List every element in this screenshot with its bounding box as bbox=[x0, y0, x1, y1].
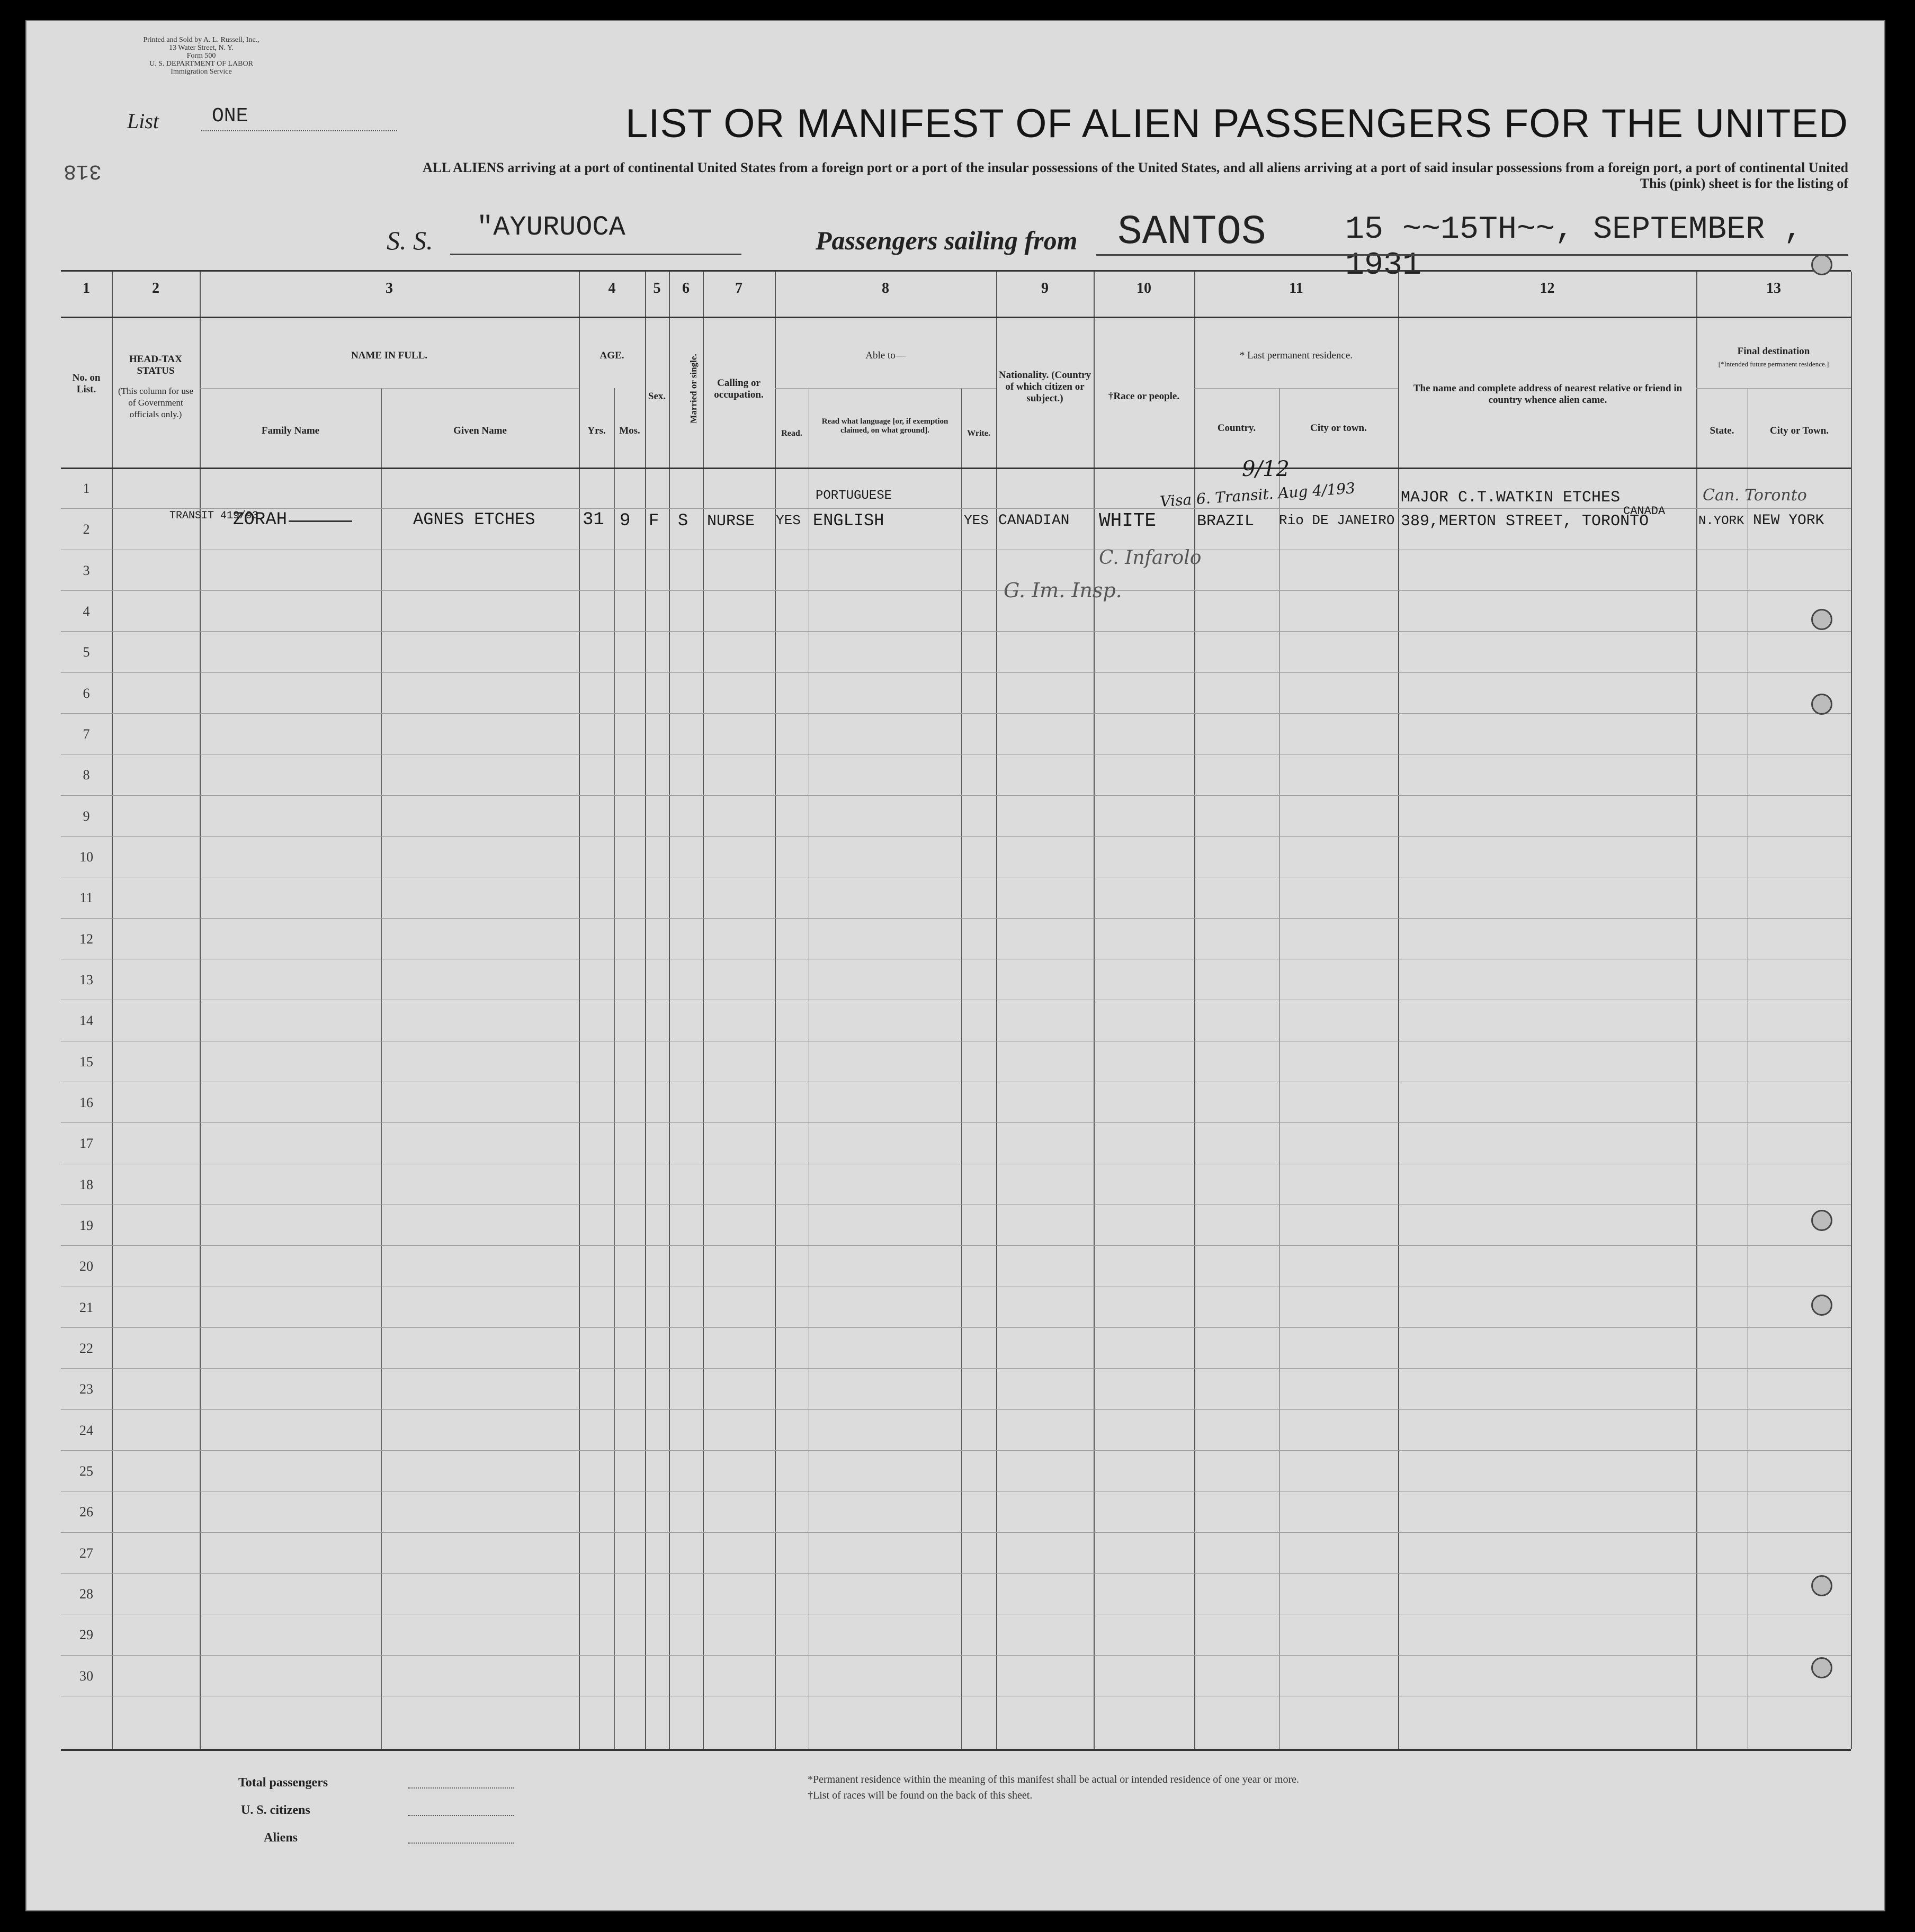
row-number: 17 bbox=[79, 1136, 93, 1152]
row-rule bbox=[61, 1245, 1851, 1246]
binder-hole bbox=[1811, 1657, 1832, 1678]
annotation-dest: Can. Toronto bbox=[1703, 486, 1807, 505]
col-number: 11 bbox=[1289, 280, 1303, 296]
row-number: 5 bbox=[83, 644, 90, 660]
row-number: 16 bbox=[79, 1095, 93, 1110]
header-sex: Sex. bbox=[648, 391, 666, 402]
entry-head-tax: TRANSIT 419/93 bbox=[169, 510, 259, 522]
row-number: 18 bbox=[79, 1176, 93, 1192]
header-given-name: Given Name bbox=[453, 425, 507, 436]
entry-sex: F bbox=[649, 511, 659, 531]
header-family-name: Family Name bbox=[261, 425, 320, 436]
entry-race: WHITE bbox=[1099, 510, 1157, 532]
row-number: 10 bbox=[79, 849, 93, 865]
row-rule bbox=[61, 836, 1851, 837]
ss-label: S. S. bbox=[387, 226, 433, 255]
entry-write: YES bbox=[964, 513, 989, 528]
page-subtitle: ALL ALIENS arriving at a port of continental United States from a foreign port or a port of the insular possessions of the United States, and all aliens arriving at a port of said insular possessions from a foreign port, a port of continental United bbox=[422, 160, 1848, 175]
binder-hole bbox=[1811, 1575, 1832, 1596]
header-able-to: Able to— bbox=[865, 350, 906, 361]
row-number: 7 bbox=[83, 726, 90, 742]
footer-rule bbox=[408, 1843, 514, 1844]
row-rule bbox=[61, 1655, 1851, 1656]
header-married: Married or single. bbox=[688, 354, 699, 424]
annotation-visa: Visa 6. Transit. Aug 4/193 bbox=[1159, 479, 1356, 510]
printer-line: 13 Water Street, N. Y. bbox=[169, 44, 234, 52]
row-number: 28 bbox=[79, 1586, 93, 1602]
entry-relative-line1: MAJOR C.T.WATKIN ETCHES bbox=[1401, 489, 1621, 507]
col-number: 7 bbox=[735, 280, 742, 296]
col-number: 9 bbox=[1041, 280, 1049, 296]
row-number: 12 bbox=[79, 931, 93, 947]
entry-mos: 9 bbox=[620, 511, 631, 531]
footer-total-passengers: Total passengers bbox=[238, 1776, 328, 1790]
row-rule bbox=[61, 590, 1851, 591]
footer-us-citizens: U. S. citizens bbox=[241, 1803, 310, 1817]
sailing-date: 15 ~~15TH~~, SEPTEMBER , 1931 bbox=[1345, 212, 1803, 284]
row-rule bbox=[61, 1327, 1851, 1328]
header-mos: Mos. bbox=[619, 425, 640, 436]
binder-hole bbox=[1811, 694, 1832, 715]
row-rule bbox=[61, 1532, 1851, 1533]
header-calling: Calling or occupation. bbox=[714, 378, 764, 400]
row-number: 6 bbox=[83, 685, 90, 701]
header-subrule bbox=[200, 388, 579, 389]
header-relative: The name and complete address of nearest relative or friend in country whence alien came. bbox=[1413, 383, 1683, 406]
footer-note-residence: *Permanent residence within the meaning of this manifest shall be actual or intended residence of one year or more. bbox=[808, 1774, 1300, 1785]
entry-relative-canada: CANADA bbox=[1623, 505, 1666, 518]
entry-married: S bbox=[678, 511, 688, 531]
page-subtitle-2: This (pink) sheet is for the listing of bbox=[1640, 176, 1848, 191]
col-number: 12 bbox=[1540, 280, 1555, 296]
row-number: 3 bbox=[83, 562, 90, 578]
header-subrule bbox=[775, 388, 996, 389]
departure-port: SANTOS bbox=[1117, 209, 1266, 256]
entry-country: BRAZIL bbox=[1197, 513, 1255, 531]
header-age: AGE. bbox=[599, 350, 624, 361]
entry-city: Rio DE JANEIRO bbox=[1279, 513, 1395, 528]
col-number: 3 bbox=[386, 280, 393, 296]
row-number: 26 bbox=[79, 1504, 93, 1520]
col-divider bbox=[1851, 272, 1852, 1749]
row-number: 1 bbox=[83, 481, 90, 496]
row-number: 9 bbox=[83, 808, 90, 824]
entry-relative-line2: 389,MERTON STREET, TORONTO bbox=[1401, 513, 1649, 531]
ship-name: "AYURUOCA bbox=[450, 212, 741, 255]
header-read: Read. bbox=[781, 429, 802, 438]
page-title: LIST OR MANIFEST OF ALIEN PASSENGERS FOR THE UNITED bbox=[625, 101, 1848, 146]
printer-line: Form 500 bbox=[186, 52, 216, 60]
header-read-language: Read what language [or, if exemption claimed, on what ground]. bbox=[821, 417, 948, 435]
list-value: ONE bbox=[201, 105, 397, 131]
printer-line: Printed and Sold by A. L. Russell, Inc., bbox=[143, 36, 259, 44]
header-city-town: City or town. bbox=[1310, 423, 1367, 434]
col-number: 10 bbox=[1137, 280, 1151, 296]
row-number: 19 bbox=[79, 1218, 93, 1233]
row-rule bbox=[61, 1368, 1851, 1369]
entry-nationality: CANADIAN bbox=[998, 513, 1070, 529]
header-country: Country. bbox=[1217, 423, 1256, 434]
header-head-tax-note: (This column for use of Government officials only.) bbox=[118, 386, 194, 419]
printer-imprint bbox=[127, 36, 275, 76]
manifest-page bbox=[25, 20, 1885, 1911]
header-no-on-list: No. on List. bbox=[72, 372, 101, 395]
header-name-in-full: NAME IN FULL. bbox=[351, 350, 428, 361]
row-number: 22 bbox=[79, 1341, 93, 1356]
header-head-tax: HEAD-TAX STATUS bbox=[129, 354, 182, 376]
col-number: 5 bbox=[653, 280, 661, 296]
col-number: 2 bbox=[152, 280, 159, 296]
date-rule bbox=[1096, 254, 1848, 256]
row-number: 29 bbox=[79, 1627, 93, 1643]
manifest-table bbox=[61, 270, 1851, 1751]
row-number: 8 bbox=[83, 767, 90, 783]
entry-given-name: AGNES ETCHES bbox=[413, 510, 535, 529]
binder-hole bbox=[1811, 1210, 1832, 1231]
header-subrule bbox=[1696, 388, 1851, 389]
entry-language: ENGLISH bbox=[813, 511, 884, 531]
footer-aliens: Aliens bbox=[264, 1831, 298, 1845]
row-number: 13 bbox=[79, 972, 93, 987]
annotation-signature: G. Im. Insp. bbox=[1004, 579, 1122, 602]
entry-yrs: 31 bbox=[583, 510, 604, 530]
row-rule bbox=[61, 1573, 1851, 1574]
annotation-city: C. Infarolo bbox=[1099, 547, 1202, 569]
header-yrs: Yrs. bbox=[587, 425, 606, 436]
row-number: 23 bbox=[79, 1381, 93, 1397]
row-number: 20 bbox=[79, 1259, 93, 1274]
entry-state: N.YORK bbox=[1698, 514, 1744, 528]
strikethrough bbox=[289, 520, 352, 522]
row-number: 21 bbox=[79, 1299, 93, 1315]
row-rule bbox=[61, 795, 1851, 796]
row-rule bbox=[61, 631, 1851, 632]
header-state: State. bbox=[1710, 425, 1734, 436]
list-label: List bbox=[127, 109, 159, 133]
footer-rule bbox=[408, 1815, 514, 1816]
footer-note-races: †List of races will be found on the back of this sheet. bbox=[808, 1790, 1033, 1801]
col-number: 1 bbox=[83, 280, 90, 296]
row-number: 24 bbox=[79, 1422, 93, 1438]
row-rule bbox=[61, 672, 1851, 673]
row-number: 27 bbox=[79, 1545, 93, 1561]
row-rule bbox=[61, 918, 1851, 919]
annotation-fraction: 9/12 bbox=[1242, 457, 1290, 481]
row-number: 30 bbox=[79, 1668, 93, 1684]
row-number: 14 bbox=[79, 1013, 93, 1029]
row-rule bbox=[61, 1122, 1851, 1123]
row-rule bbox=[61, 713, 1851, 714]
col-number: 4 bbox=[608, 280, 616, 296]
header-rule bbox=[61, 317, 1851, 318]
row-number: 2 bbox=[83, 522, 90, 537]
row-rule bbox=[61, 1450, 1851, 1451]
row-rule bbox=[61, 1409, 1851, 1410]
row-number: 15 bbox=[79, 1054, 93, 1070]
col-number: 13 bbox=[1766, 280, 1781, 296]
entry-family-name: ZORAH bbox=[233, 510, 288, 530]
binder-hole bbox=[1811, 609, 1832, 630]
header-subrule bbox=[1194, 388, 1398, 389]
header-nationality: Nationality. (Country of which citizen or subject.) bbox=[998, 370, 1091, 404]
entry-calling: NURSE bbox=[707, 513, 755, 531]
header-final-destination: Final destination bbox=[1737, 346, 1810, 357]
binder-hole bbox=[1811, 254, 1832, 275]
header-dest-city: City or Town. bbox=[1769, 425, 1829, 436]
header-final-destination-note: [*Intended future permanent residence.] bbox=[1718, 360, 1829, 368]
footer-rule bbox=[408, 1787, 514, 1789]
header-last-residence: * Last permanent residence. bbox=[1239, 350, 1353, 361]
binder-hole bbox=[1811, 1295, 1832, 1316]
row-number: 11 bbox=[79, 890, 93, 906]
sailing-label: Passengers sailing from bbox=[816, 226, 1078, 255]
entry-read: YES bbox=[776, 513, 801, 528]
row-area bbox=[61, 468, 1851, 1749]
row-rule bbox=[61, 508, 1851, 509]
entry-language-above: PORTUGUESE bbox=[816, 489, 892, 503]
col-number: 6 bbox=[682, 280, 690, 296]
row-number: 4 bbox=[83, 604, 90, 619]
printer-line: U. S. DEPARTMENT OF LABOR bbox=[149, 60, 253, 68]
side-number: 318 bbox=[64, 159, 102, 183]
row-number: 25 bbox=[79, 1463, 93, 1479]
header-race: †Race or people. bbox=[1108, 391, 1180, 402]
entry-dest-city: NEW YORK bbox=[1753, 513, 1824, 529]
printer-line: Immigration Service bbox=[171, 68, 232, 76]
header-write: Write. bbox=[967, 429, 990, 438]
col-number: 8 bbox=[882, 280, 889, 296]
